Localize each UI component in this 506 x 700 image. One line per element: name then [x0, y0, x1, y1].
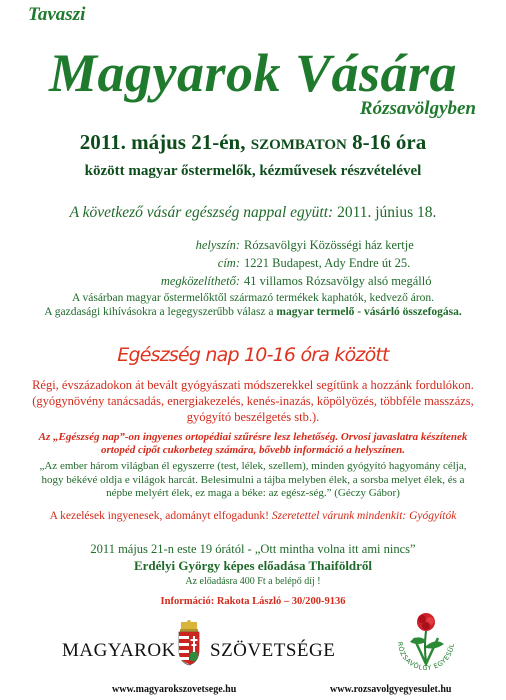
access-label: megközelíthető: [160, 274, 240, 288]
date-line [0, 130, 506, 155]
tavaszi-label: Tavaszi [28, 4, 86, 25]
date-day: SZOMBATON [250, 137, 347, 153]
date-main: 2011. május 21-én, [79, 130, 246, 154]
free-treatment-italic: Szeretettel várunk mindenkit: Gyógyítók [271, 510, 457, 522]
participants-line: között magyar őstermelők, kézművesek részvételével [84, 163, 422, 179]
url-left-link[interactable]: www.magyarokszovetsege.hu [112, 684, 237, 695]
contact-line: Információ: Rakota László – 30/200-9136 [160, 596, 346, 607]
date-hours: 8-16 óra [352, 130, 427, 154]
quote-paragraph: „Az ember három világban él egyszerre (test, lélek, szellem), minden gyógyító hagyomány célja, hogy békévé oldja e világok harcát. Belesimulni a tájba melyben élek, a sorsba melyet élek, és a népbe melyért élek, ez maga a béke: az egész-ség.” (Géczy Gábor) [39, 460, 467, 499]
location-label: helyszín: [195, 238, 240, 252]
access-value: 41 villamos Rózsavölgy alsó megálló [244, 274, 432, 288]
next-fair-date: 2011. június 18. [337, 204, 437, 221]
magyarok-szovetsege-logo [62, 620, 336, 668]
location-subtitle: Rózsavölgyben [359, 98, 476, 119]
page-title: Magyarok Vására [48, 43, 458, 103]
event-line-1: 2011 május 21-n este 19 órától - „Ott mintha volna itt ami nincs” [90, 542, 416, 556]
url-right-link[interactable]: www.rozsavolgyegyesulet.hu [330, 684, 452, 695]
logo-right-text: RÓZSAVÖLGY EGYESÜL [395, 641, 457, 673]
event-line-2: Erdélyi György képes előadása Thaiföldről [133, 558, 373, 573]
intro-line-1: A vásárban magyar őstermelőktől származó termékek kaphatók, kedvező áron. [71, 292, 435, 304]
address-label: cím: [217, 256, 240, 270]
intro-line-2-bold: magyar termelő - vásárló összefogása. [276, 305, 462, 318]
event-line-3: Az előadásra 400 Ft a belépő díj ! [185, 576, 321, 587]
intro-line-2-plain: A gazdasági kihívásokra a legegyszerűbb válasz a [44, 305, 274, 318]
location-value: Rózsavölgyi Közösségi ház kertje [244, 238, 414, 252]
logo-left-text-b: SZÖVETSÉGE [210, 640, 336, 661]
address-value: 1221 Budapest, Ady Endre út 25. [244, 256, 411, 270]
health-day-paragraph: Régi, évszázadokon át bevált gyógyászati módszerekkel segítünk a hozzánk fordulókon. (gyógynövény tanácsadás, energiakezelés, kenés-inazás, köpölyözés, többféle masszázs, gyógyító beszélgetés stb.). [32, 378, 474, 424]
rose-icon [388, 612, 464, 684]
rozsavolgy-egyesulet-logo [388, 612, 464, 692]
free-treatment-line [0, 510, 506, 522]
ortho-paragraph: Az „Egészség nap”-on ingyenes ortopédiai szűrésre lesz lehetőség. Orvosi javaslatra készítenek ortopéd cipőt cukorbeteg számára, bővebb információ a helyszínen. [38, 431, 468, 456]
health-day-heading: Egészség nap 10-16 óra között [117, 344, 389, 366]
logo-left-text-a: MAGYAROK [62, 640, 176, 661]
next-fair-line [0, 204, 506, 222]
intro-paragraph [0, 292, 506, 319]
free-treatment-plain: A kezelések ingyenesek, adományt elfogadunk! [49, 510, 270, 522]
coat-of-arms-icon [174, 620, 204, 666]
next-fair-prefix: A következő vásár egészség nappal együtt: [69, 204, 334, 221]
intro-line-2 [0, 306, 506, 320]
